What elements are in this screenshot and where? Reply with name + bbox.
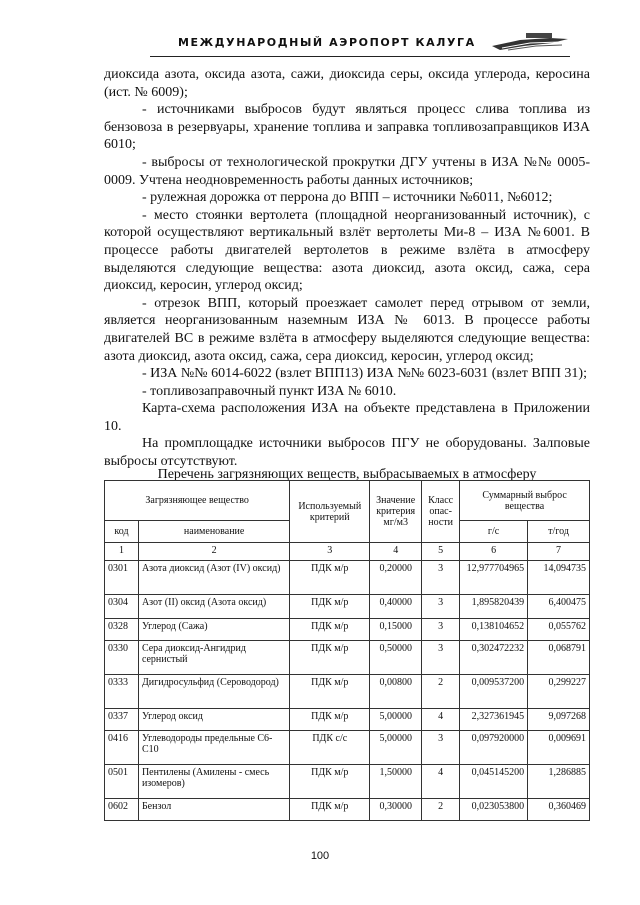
cell-class: 4 <box>422 709 460 731</box>
cell-class: 2 <box>422 675 460 709</box>
cell-value: 0,20000 <box>370 561 422 595</box>
cell-class: 3 <box>422 619 460 641</box>
cell-code: 0333 <box>105 675 139 709</box>
cell-class: 3 <box>422 641 460 675</box>
cell-criterion: ПДК с/с <box>290 731 370 765</box>
column-number: 6 <box>460 543 528 561</box>
table-caption: Перечень загрязняющих веществ, выбрасываемых в атмосферу <box>157 467 537 482</box>
column-number: 5 <box>422 543 460 561</box>
paragraph: - выбросы от технологической прокрутки ДГУ учтены в ИЗА №№ 0005-0009. Учтена неодновременность работы данных источников; <box>104 154 590 188</box>
table-row <box>105 731 590 765</box>
cell-code: 0328 <box>105 619 139 641</box>
paragraph: - ИЗА №№ 6014-6022 (взлет ВПП13) ИЗА №№ 6023-6031 (взлет ВПП 31); <box>142 366 587 382</box>
table-row <box>105 595 590 619</box>
cell-value: 0,40000 <box>370 595 422 619</box>
cell-name: Пентилены (Амилены - смесь изомеров) <box>138 765 289 799</box>
cell-gs: 0,097920000 <box>460 731 528 765</box>
table-row <box>105 709 590 731</box>
cell-name: Азота диоксид (Азот (IV) оксид) <box>138 561 289 595</box>
header-code: код <box>105 521 139 543</box>
paragraph: - источниками выбросов будут являться процесс слива топлива из бензовоза в резервуары, хранение топлива и заправка топливозаправщиков ИЗА 6010; <box>104 102 590 153</box>
cell-ty: 0,360469 <box>528 799 590 821</box>
cell-ty: 6,400475 <box>528 595 590 619</box>
cell-criterion: ПДК м/р <box>290 619 370 641</box>
paragraph: - отрезок ВПП, который проезжает самолет перед отрывом от земли, является неорганизованным наземным ИЗА № 6013. В процессе работы двигателей ВС в режиме взлёта в атмосферу выделяются следующие вещества: азота диоксид, азота оксид, сажа, сера диоксид, керосин, углерод оксид; <box>104 295 590 364</box>
cell-value: 0,50000 <box>370 641 422 675</box>
cell-code: 0602 <box>105 799 139 821</box>
column-number: 1 <box>105 543 139 561</box>
column-number: 4 <box>370 543 422 561</box>
header-ty: т/год <box>528 521 590 543</box>
cell-name: Дигидросульфид (Сероводород) <box>138 675 289 709</box>
column-numbers-row <box>105 543 590 561</box>
cell-gs: 0,009537200 <box>460 675 528 709</box>
cell-name: Сера диоксид-Ангидрид сернистый <box>138 641 289 675</box>
cell-gs: 0,023053800 <box>460 799 528 821</box>
cell-code: 0304 <box>105 595 139 619</box>
cell-criterion: ПДК м/р <box>290 641 370 675</box>
cell-gs: 0,138104652 <box>460 619 528 641</box>
cell-name: Углерод оксид <box>138 709 289 731</box>
cell-value: 0,30000 <box>370 799 422 821</box>
header-value: Значение критерия мг/м3 <box>370 481 422 543</box>
table-row <box>105 765 590 799</box>
cell-code: 0337 <box>105 709 139 731</box>
header-gs: г/с <box>460 521 528 543</box>
cell-ty: 0,055762 <box>528 619 590 641</box>
header-rule <box>150 56 570 57</box>
cell-gs: 0,045145200 <box>460 765 528 799</box>
header-title: МЕЖДУНАРОДНЫЙ АЭРОПОРТ КАЛУГА <box>178 36 476 49</box>
cell-criterion: ПДК м/р <box>290 709 370 731</box>
pollutants-table <box>104 480 590 821</box>
column-number: 3 <box>290 543 370 561</box>
cell-value: 5,00000 <box>370 709 422 731</box>
cell-ty: 0,068791 <box>528 641 590 675</box>
cell-code: 0330 <box>105 641 139 675</box>
cell-ty: 9,097268 <box>528 709 590 731</box>
cell-gs: 2,327361945 <box>460 709 528 731</box>
page-header <box>150 30 570 58</box>
table-row <box>105 799 590 821</box>
table-row <box>105 619 590 641</box>
cell-class: 2 <box>422 799 460 821</box>
paragraph: - топливозаправочный пункт ИЗА № 6010. <box>142 383 397 399</box>
cell-code: 0501 <box>105 765 139 799</box>
cell-value: 0,00800 <box>370 675 422 709</box>
cell-value: 1,50000 <box>370 765 422 799</box>
table-row <box>105 675 590 709</box>
cell-class: 3 <box>422 731 460 765</box>
header-substance: Загрязняющее вещество <box>105 481 290 521</box>
cell-class: 3 <box>422 561 460 595</box>
header-hazard-class: Класс опас- ности <box>422 481 460 543</box>
paragraph: Карта-схема расположения ИЗА на объекте представлена в Приложении 10. <box>104 401 590 434</box>
cell-gs: 1,895820439 <box>460 595 528 619</box>
cell-name: Азот (II) оксид (Азота оксид) <box>138 595 289 619</box>
cell-gs: 12,977704965 <box>460 561 528 595</box>
header-total-emission: Суммарный выброс вещества <box>460 481 590 521</box>
cell-ty: 14,094735 <box>528 561 590 595</box>
cell-ty: 0,009691 <box>528 731 590 765</box>
cell-value: 5,00000 <box>370 731 422 765</box>
cell-criterion: ПДК м/р <box>290 595 370 619</box>
table-row <box>105 561 590 595</box>
header-name: наименование <box>138 521 289 543</box>
cell-name: Углеводороды предельные С6-С10 <box>138 731 289 765</box>
header-criterion: Используемый критерий <box>290 481 370 543</box>
column-number: 2 <box>138 543 289 561</box>
cell-code: 0416 <box>105 731 139 765</box>
cell-class: 4 <box>422 765 460 799</box>
paragraph: диоксида азота, оксида азота, сажи, диоксида серы, оксида углерода, керосина (ист. № 6009); <box>104 67 590 100</box>
paragraph: На промплощадке источники выбросов ПГУ не оборудованы. Залповые выбросы отсутствуют. <box>104 436 590 470</box>
page-number: 100 <box>310 850 330 862</box>
cell-name: Бензол <box>138 799 289 821</box>
paragraph: - место стоянки вертолета (площадной неорганизованный источник), с которой осуществляют вертикальный взлёт вертолеты Ми-8 – ИЗА №6001. В процессе работы двигателей вертолетов в режиме взлёта в атмосферу выделяются следующие вещества: азота диоксид, азота оксид, сажа, сера диоксид, керосин, углерод оксид; <box>104 207 590 294</box>
cell-name: Углерод (Сажа) <box>138 619 289 641</box>
cell-gs: 0,302472232 <box>460 641 528 675</box>
cell-criterion: ПДК м/р <box>290 799 370 821</box>
cell-value: 0,15000 <box>370 619 422 641</box>
cell-code: 0301 <box>105 561 139 595</box>
airport-logo-icon <box>490 30 570 56</box>
paragraph: - рулежная дорожка от перрона до ВПП – источники №6011, №6012; <box>142 190 553 206</box>
cell-class: 3 <box>422 595 460 619</box>
cell-criterion: ПДК м/р <box>290 765 370 799</box>
cell-criterion: ПДК м/р <box>290 561 370 595</box>
cell-criterion: ПДК м/р <box>290 675 370 709</box>
cell-ty: 0,299227 <box>528 675 590 709</box>
cell-ty: 1,286885 <box>528 765 590 799</box>
body-text <box>104 66 590 471</box>
column-number: 7 <box>528 543 590 561</box>
table-row <box>105 641 590 675</box>
